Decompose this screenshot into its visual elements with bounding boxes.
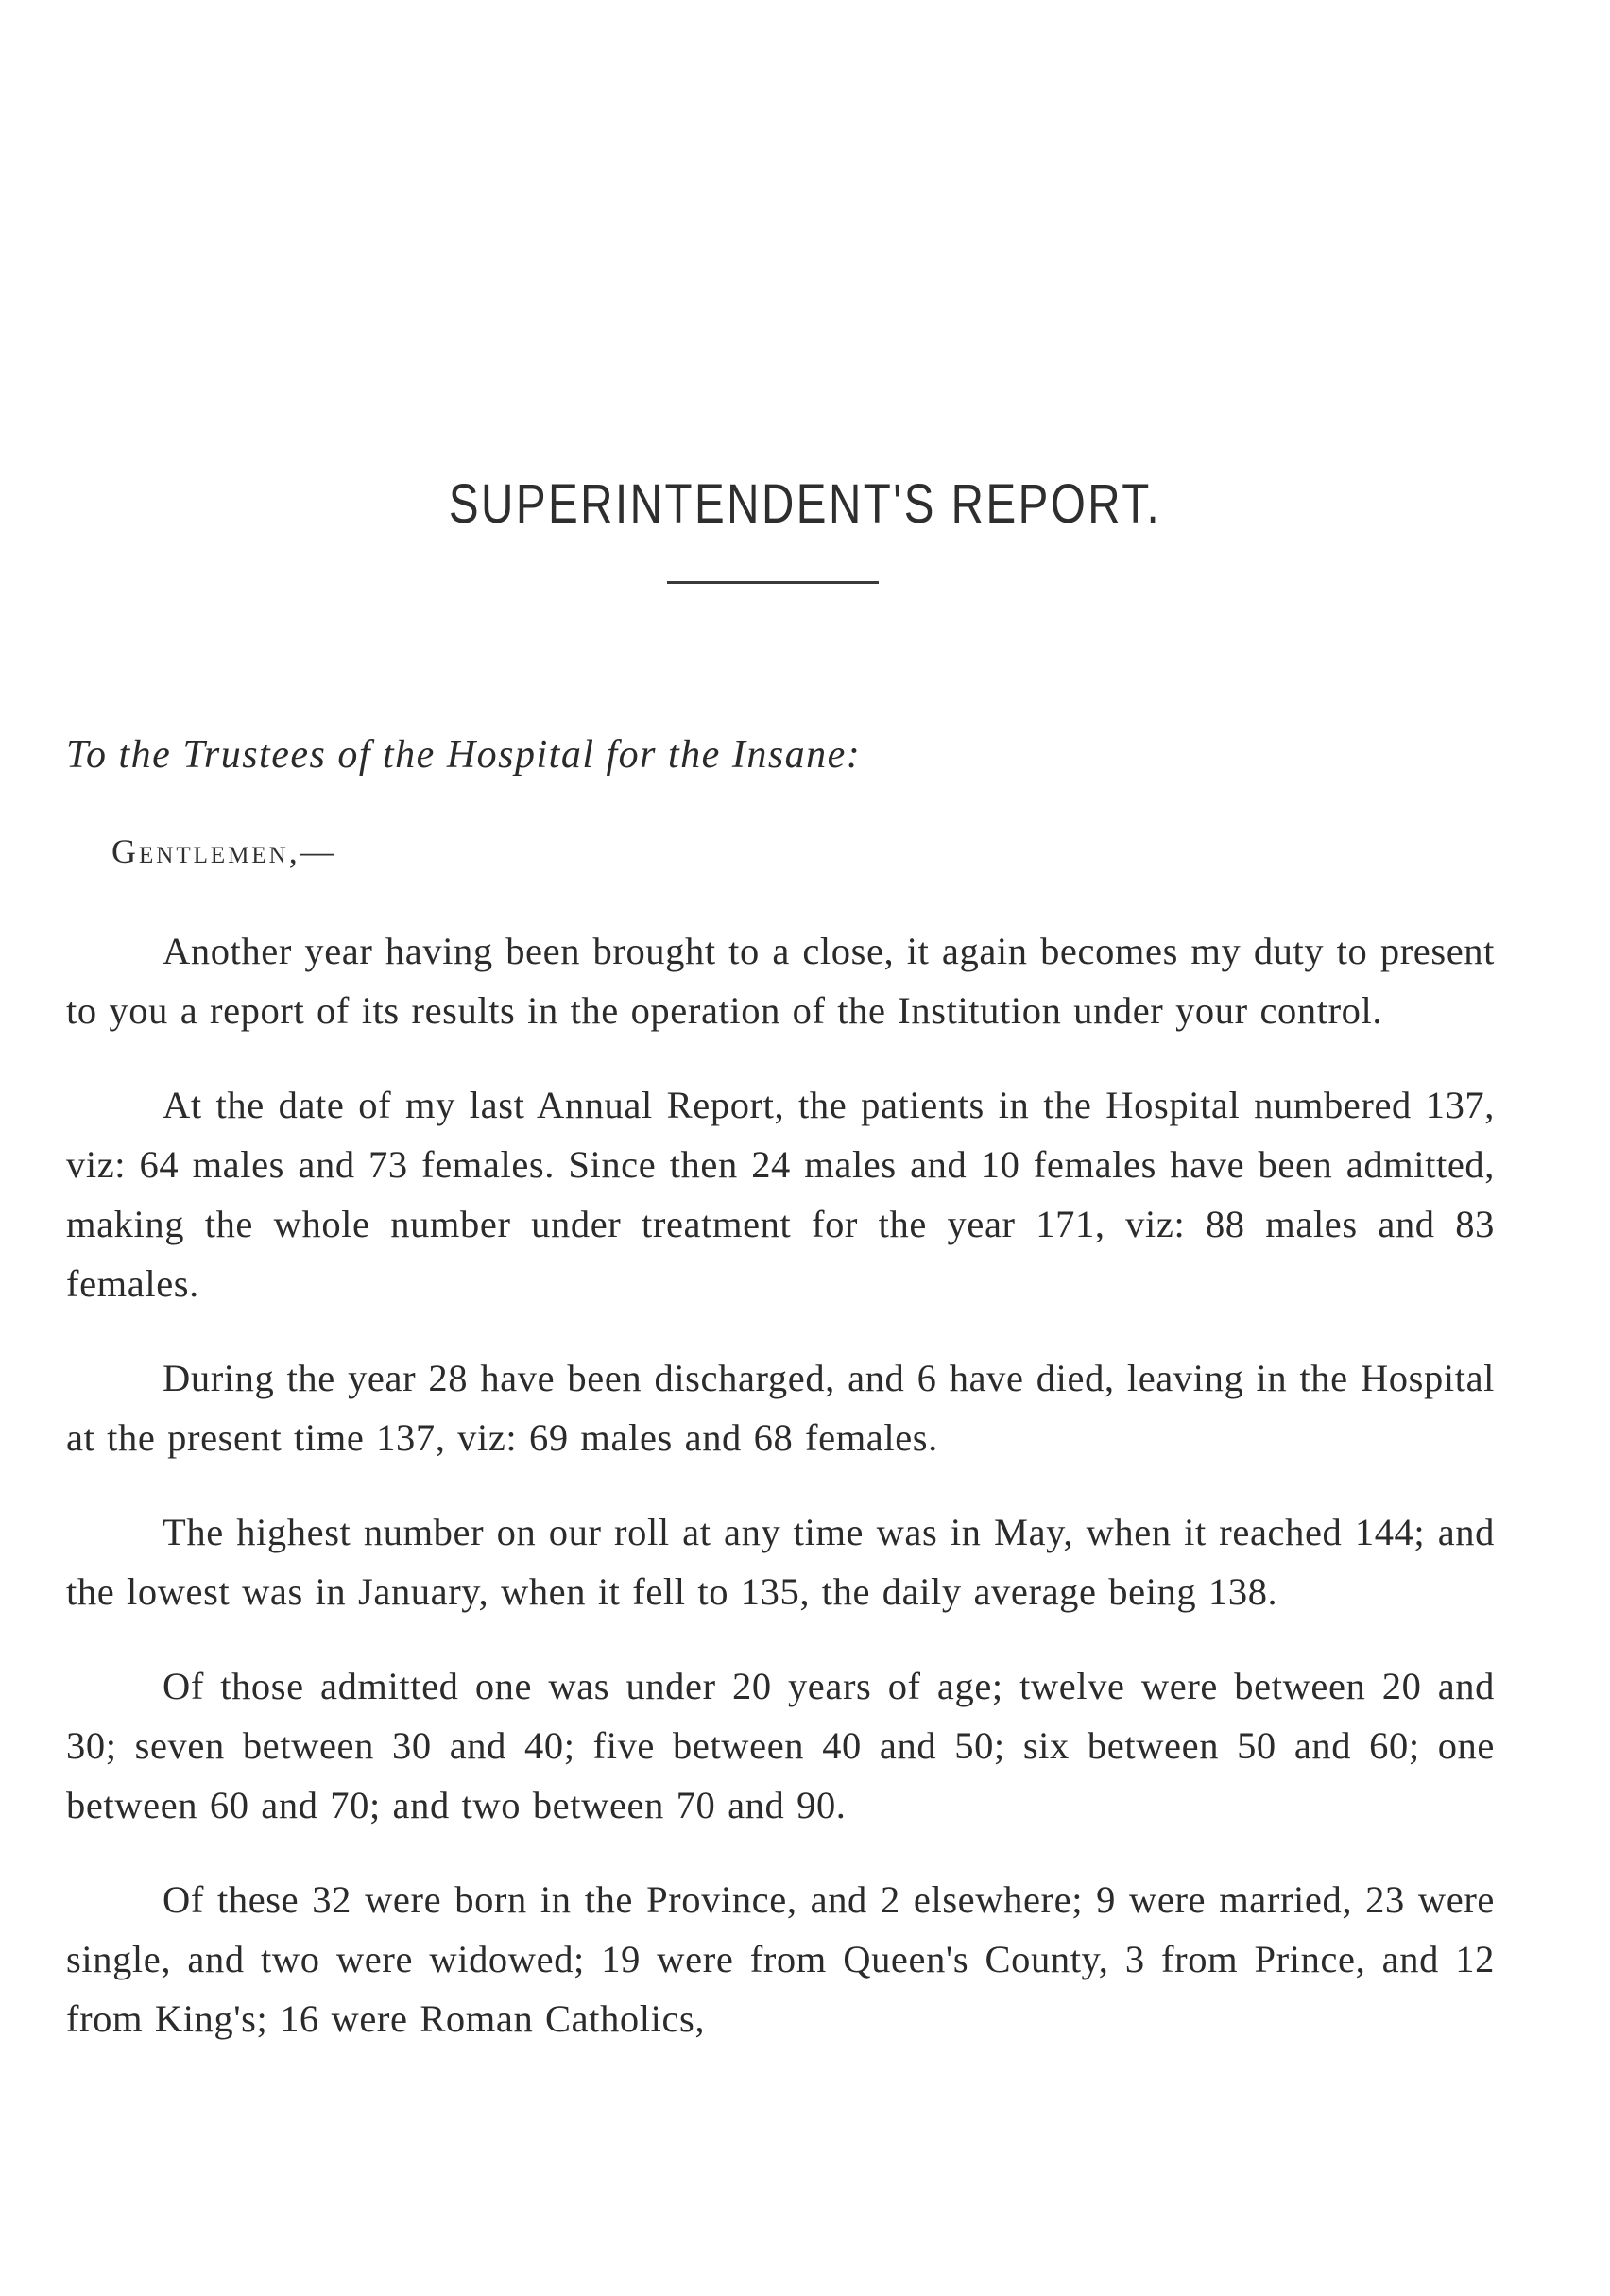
salutation-addressee: To the Trustees of the Hospital for the Insane: (66, 733, 862, 777)
paragraph-patient-numbers: At the date of my last Annual Report, the patients in the Hospital numbered 137, viz: 64 males and 73 females. Since then 24 males and 10 females have been admitted, making the whole number under treatment for the year 171, viz: 88 males and 83 females. (66, 1084, 1495, 1305)
title-divider (667, 581, 879, 584)
paragraph-origins: Of these 32 were born in the Province, and 2 elsewhere; 9 were married, 23 were single, and two were widowed; 19 were from Queen's County, 3 from Prince, and 12 from King's; 16 were Roman Catholics, (66, 1878, 1495, 2040)
paragraph-admission-ages: Of those admitted one was under 20 years of age; twelve were between 20 and 30; seven between 30 and 40; five between 40 and 50; six between 50 and 60; one between 60 and 70; and two between 70 and 90. (66, 1665, 1495, 1826)
paragraph-discharges: During the year 28 have been discharged, and 6 have died, leaving in the Hospital at the present time 137, viz: 69 males and 68 females. (66, 1357, 1495, 1459)
salutation-greeting: Gentlemen,— (111, 832, 337, 870)
page-title: SUPERINTENDENT'S REPORT. (448, 473, 1162, 535)
paragraph-roll-range: The highest number on our roll at any time was in May, when it reached 144; and the lowest was in January, when it fell to 135, the daily average being 138. (66, 1511, 1495, 1613)
paragraph-introduction: Another year having been brought to a close, it again becomes my duty to present to you a report of its results in the operation of the Institution under your control. (66, 930, 1495, 1032)
report-body (66, 921, 1495, 2083)
